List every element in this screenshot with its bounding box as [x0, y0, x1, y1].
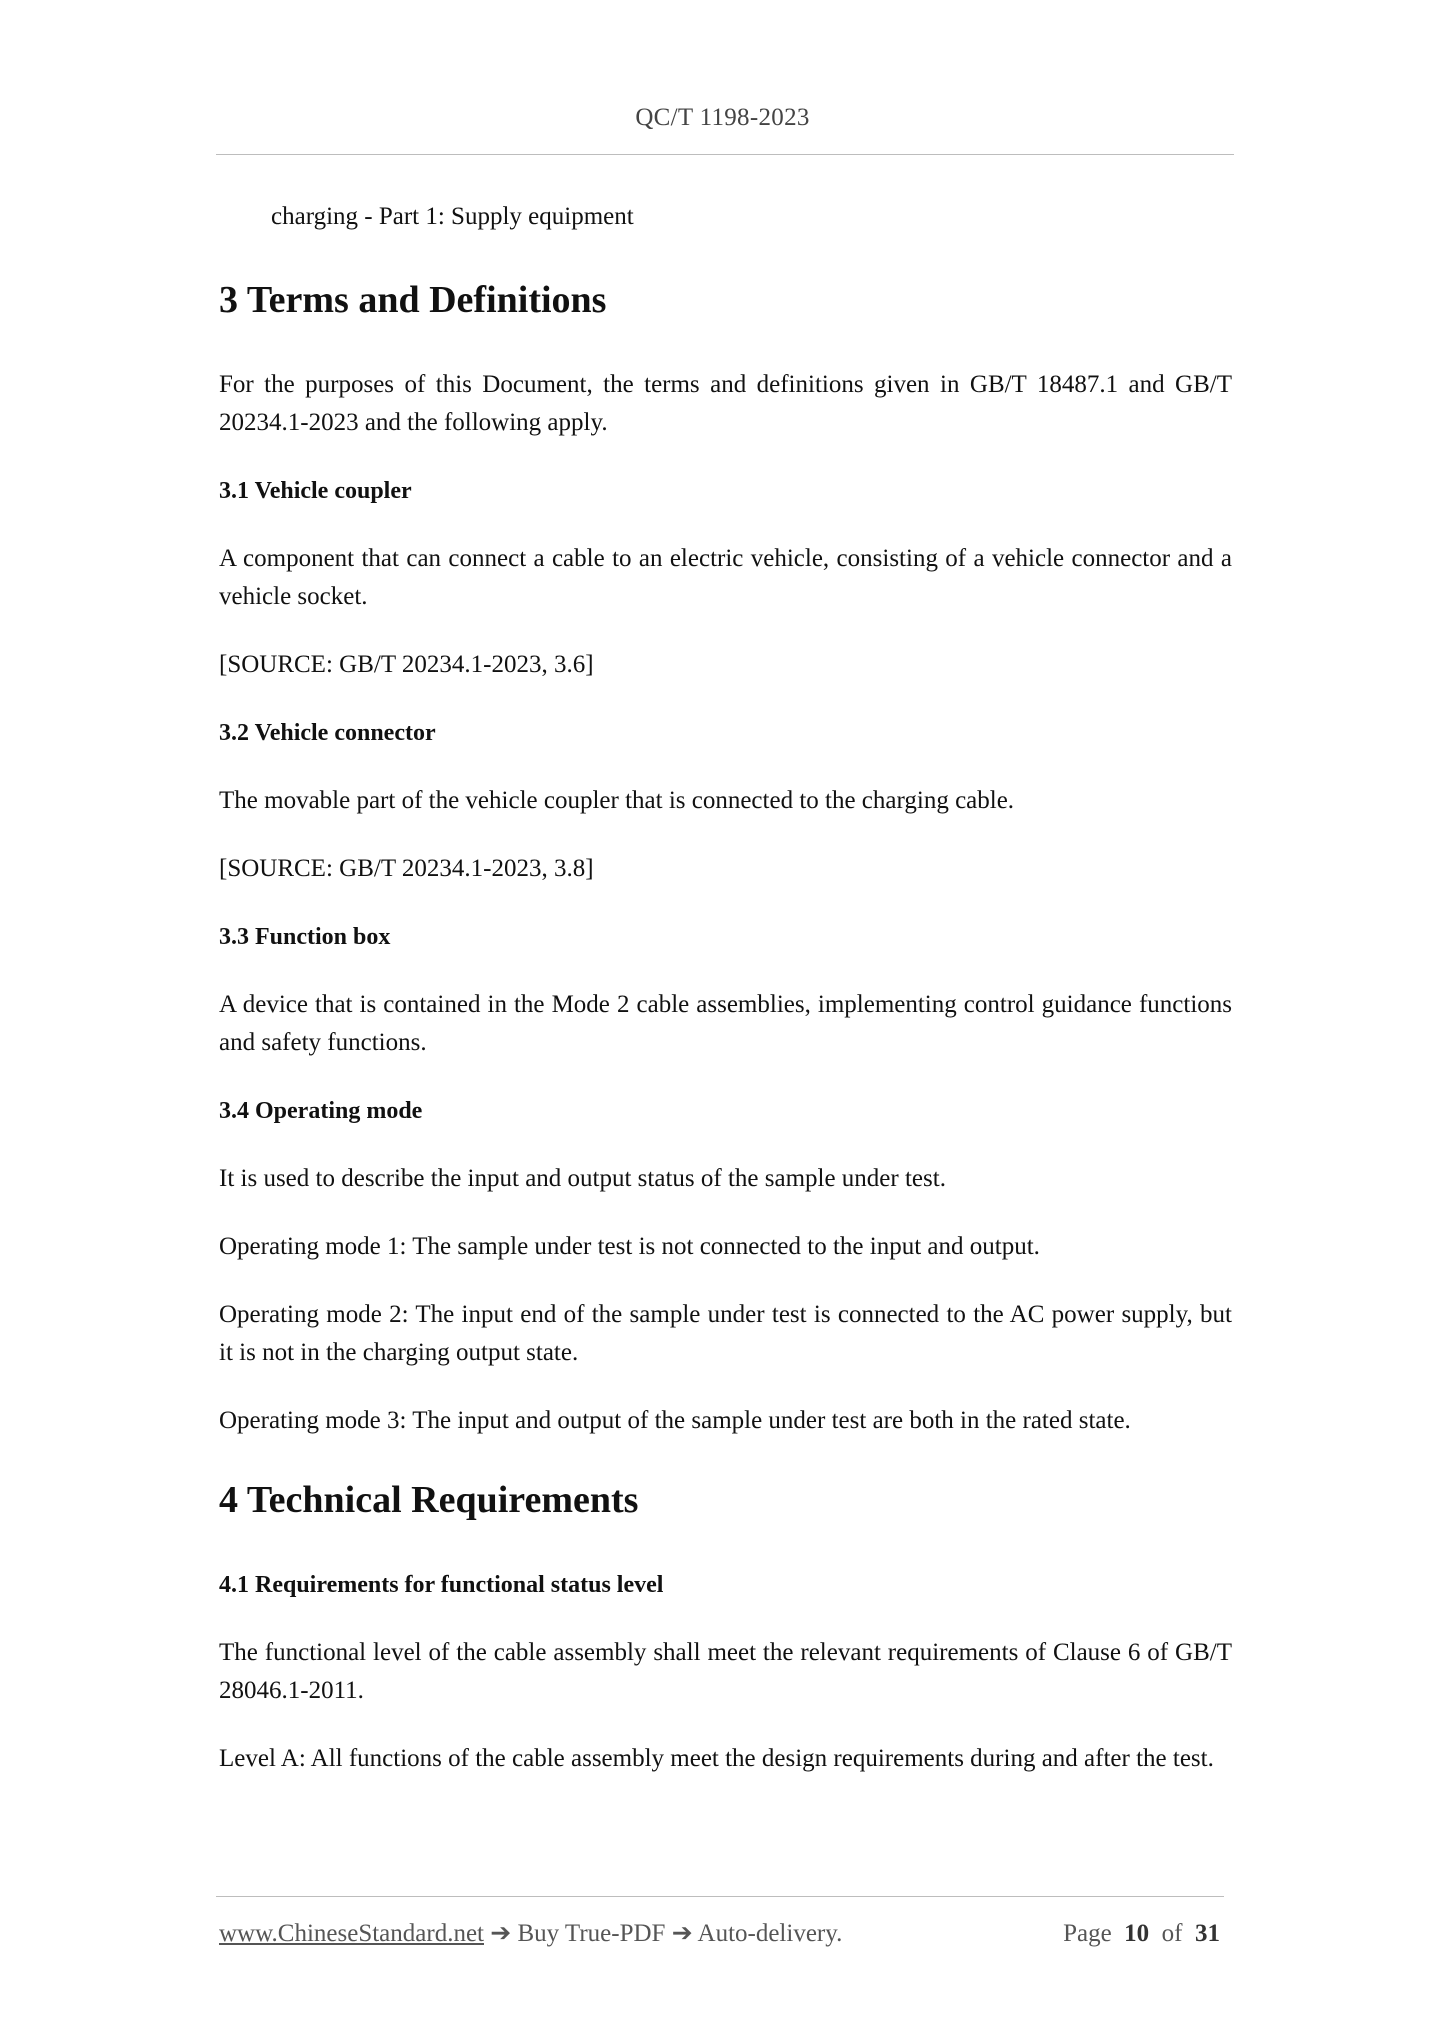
auto-delivery-text: Auto-delivery. [697, 1920, 843, 1947]
footer-divider [216, 1896, 1224, 1897]
term-3-4-heading: 3.4 Operating mode [219, 1098, 423, 1124]
of-label: of [1161, 1920, 1183, 1947]
term-3-1-definition: A component that can connect a cable to an electric vehicle, consisting of a vehicle connector and a vehicle socket. [219, 545, 1232, 610]
operating-mode-1: Operating mode 1: The sample under test is not connected to the input and output. [219, 1233, 1040, 1260]
term-3-2-source: [SOURCE: GB/T 20234.1-2023, 3.8] [219, 855, 594, 882]
requirement-4-1-level-a: Level A: All functions of the cable assembly meet the design requirements during and after the test. [219, 1745, 1214, 1772]
arrow-right-icon: ➔ [490, 1920, 512, 1947]
section-3-intro: For the purposes of this Document, the terms and definitions given in GB/T 18487.1 and GB/T 20234.1-2023 and the following apply. [219, 371, 1232, 436]
current-page: 10 [1124, 1920, 1150, 1947]
buy-pdf-text: Buy True-PDF [517, 1920, 666, 1947]
term-3-3-definition: A device that is contained in the Mode 2 cable assemblies, implementing control guidance functions and safety functions. [219, 991, 1232, 1056]
document-header: QC/T 1198-2023 [635, 104, 810, 131]
term-3-4-definition: It is used to describe the input and output status of the sample under test. [219, 1165, 946, 1192]
operating-mode-3: Operating mode 3: The input and output of the sample under test are both in the rated state. [219, 1407, 1131, 1434]
term-3-2-definition: The movable part of the vehicle coupler that is connected to the charging cable. [219, 787, 1015, 814]
requirement-4-1-heading: 4.1 Requirements for functional status level [219, 1572, 664, 1598]
page-number [1063, 1916, 1220, 1952]
continuation-line: charging - Part 1: Supply equipment [271, 203, 634, 230]
term-3-1-heading: 3.1 Vehicle coupler [219, 478, 412, 504]
section-3-heading: 3 Terms and Definitions [219, 279, 607, 321]
total-pages: 31 [1195, 1920, 1220, 1947]
header-divider [216, 154, 1234, 155]
arrow-right-icon: ➔ [671, 1920, 693, 1947]
term-3-1-source: [SOURCE: GB/T 20234.1-2023, 3.6] [219, 651, 594, 678]
footer-promo [219, 1916, 842, 1952]
term-3-3-heading: 3.3 Function box [219, 924, 391, 950]
section-4-heading: 4 Technical Requirements [219, 1479, 639, 1521]
term-3-2-heading: 3.2 Vehicle connector [219, 720, 436, 746]
operating-mode-2: Operating mode 2: The input end of the sample under test is connected to the AC power supply, but it is not in the charging output state. [219, 1301, 1232, 1366]
requirement-4-1-paragraph-1: The functional level of the cable assembly shall meet the relevant requirements of Clause 6 of GB/T 28046.1-2011. [219, 1639, 1232, 1704]
page-label: Page [1063, 1920, 1112, 1947]
site-link[interactable]: www.ChineseStandard.net [219, 1920, 484, 1947]
page-content [219, 198, 1232, 1808]
